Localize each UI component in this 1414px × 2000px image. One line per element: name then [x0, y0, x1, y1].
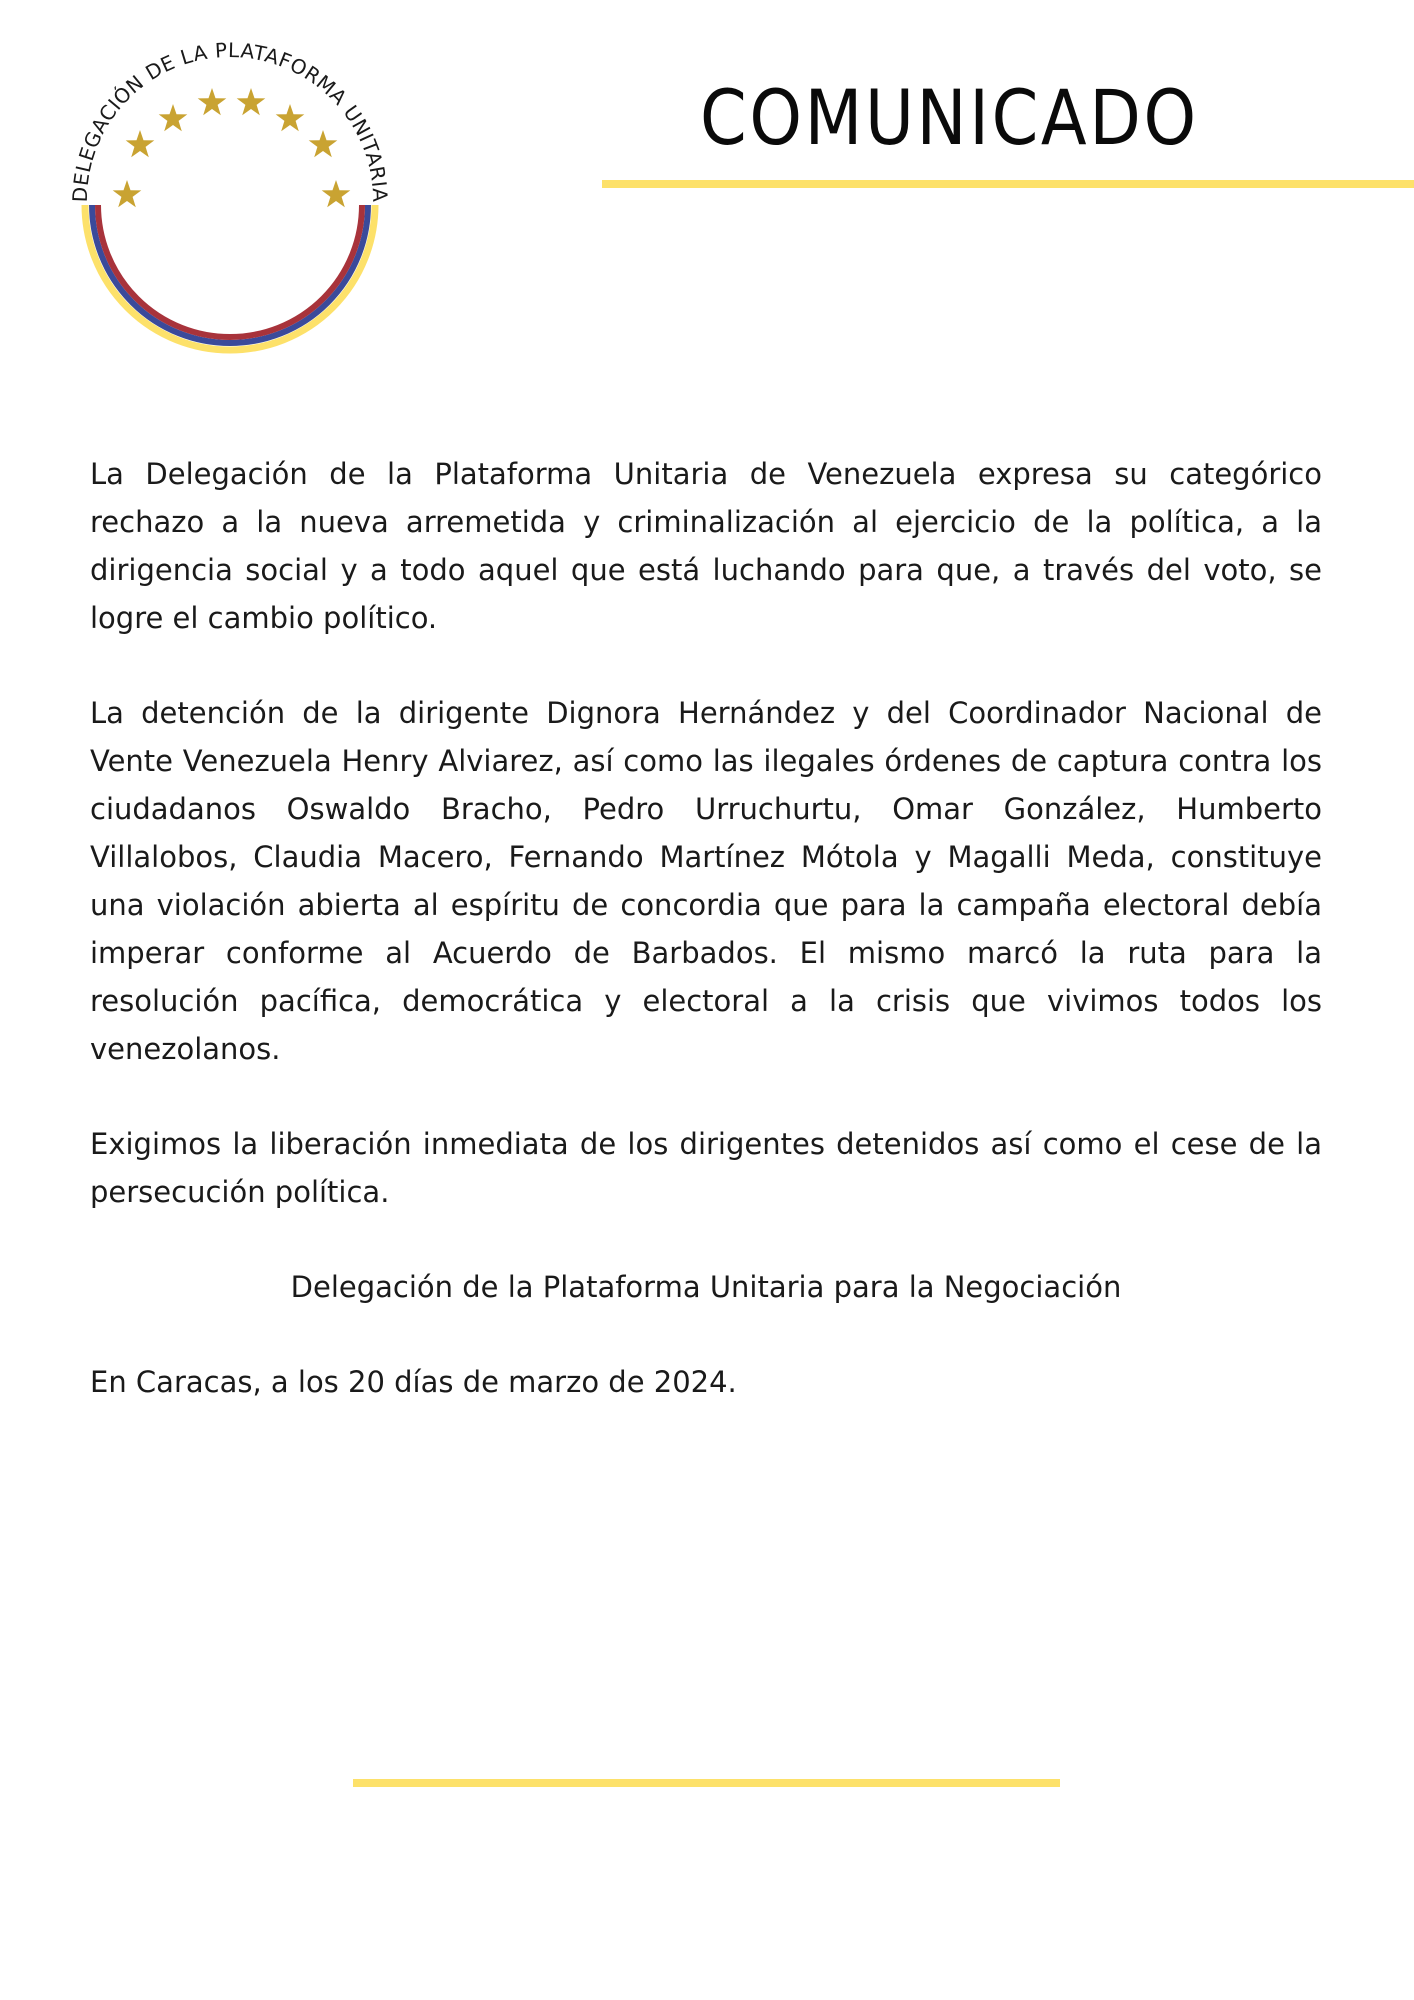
star-icon	[198, 88, 227, 115]
star-icon	[276, 104, 305, 131]
logo-emblem	[65, 40, 395, 370]
star-icon	[237, 88, 266, 115]
star-icon	[113, 180, 142, 207]
signature: Delegación de la Plataforma Unitaria para la Negociación	[290, 1270, 1122, 1304]
page-title: COMUNICADO	[700, 73, 1199, 162]
delegation-logo	[65, 40, 395, 370]
footer-divider	[353, 1779, 1060, 1787]
paragraph: La Delegación de la Plataforma Unitaria de Venezuela expresa su categórico rechazo a la nueva arremetida y criminalización al ejercicio de la política, a la dirigencia social y a todo aquel que está luchando para que, a través del voto, se logre el cambio político.	[90, 457, 1322, 635]
logo-ring-blue	[92, 205, 368, 343]
title-divider	[602, 180, 1414, 188]
paragraph: La detención de la dirigente Dignora Hernández y del Coordinador Nacional de Vente Venezuela Henry Alviarez, así como las ilegales órdenes de captura contra los ciudadanos Oswaldo Bracho, Pedro Urruchurtu, Omar González, Humberto Villalobos, Claudia Macero, Fernando Martínez Mótola y Magalli Meda, constituye una violación abierta al espíritu de concordia que para la campaña electoral debía imperar conforme al Acuerdo de Barbados. El mismo marcó la ruta para la resolución pacífica, democrática y electoral a la crisis que vivimos todos los venezolanos.	[90, 696, 1322, 1066]
paragraph: Exigimos la liberación inmediata de los dirigentes detenidos así como el cese de la persecución política.	[90, 1127, 1322, 1209]
star-icon	[322, 180, 351, 207]
logo-arc-text: DELEGACIÓN DE LA PLATAFORMA UNITARIA	[67, 40, 393, 203]
star-icon	[126, 130, 155, 157]
logo-ring-yellow	[85, 205, 375, 350]
closing-date-line: En Caracas, a los 20 días de marzo de 2024.	[90, 1365, 737, 1399]
logo-stars	[113, 88, 351, 207]
star-icon	[159, 104, 188, 131]
star-icon	[309, 130, 338, 157]
statement-body	[90, 450, 1322, 1453]
